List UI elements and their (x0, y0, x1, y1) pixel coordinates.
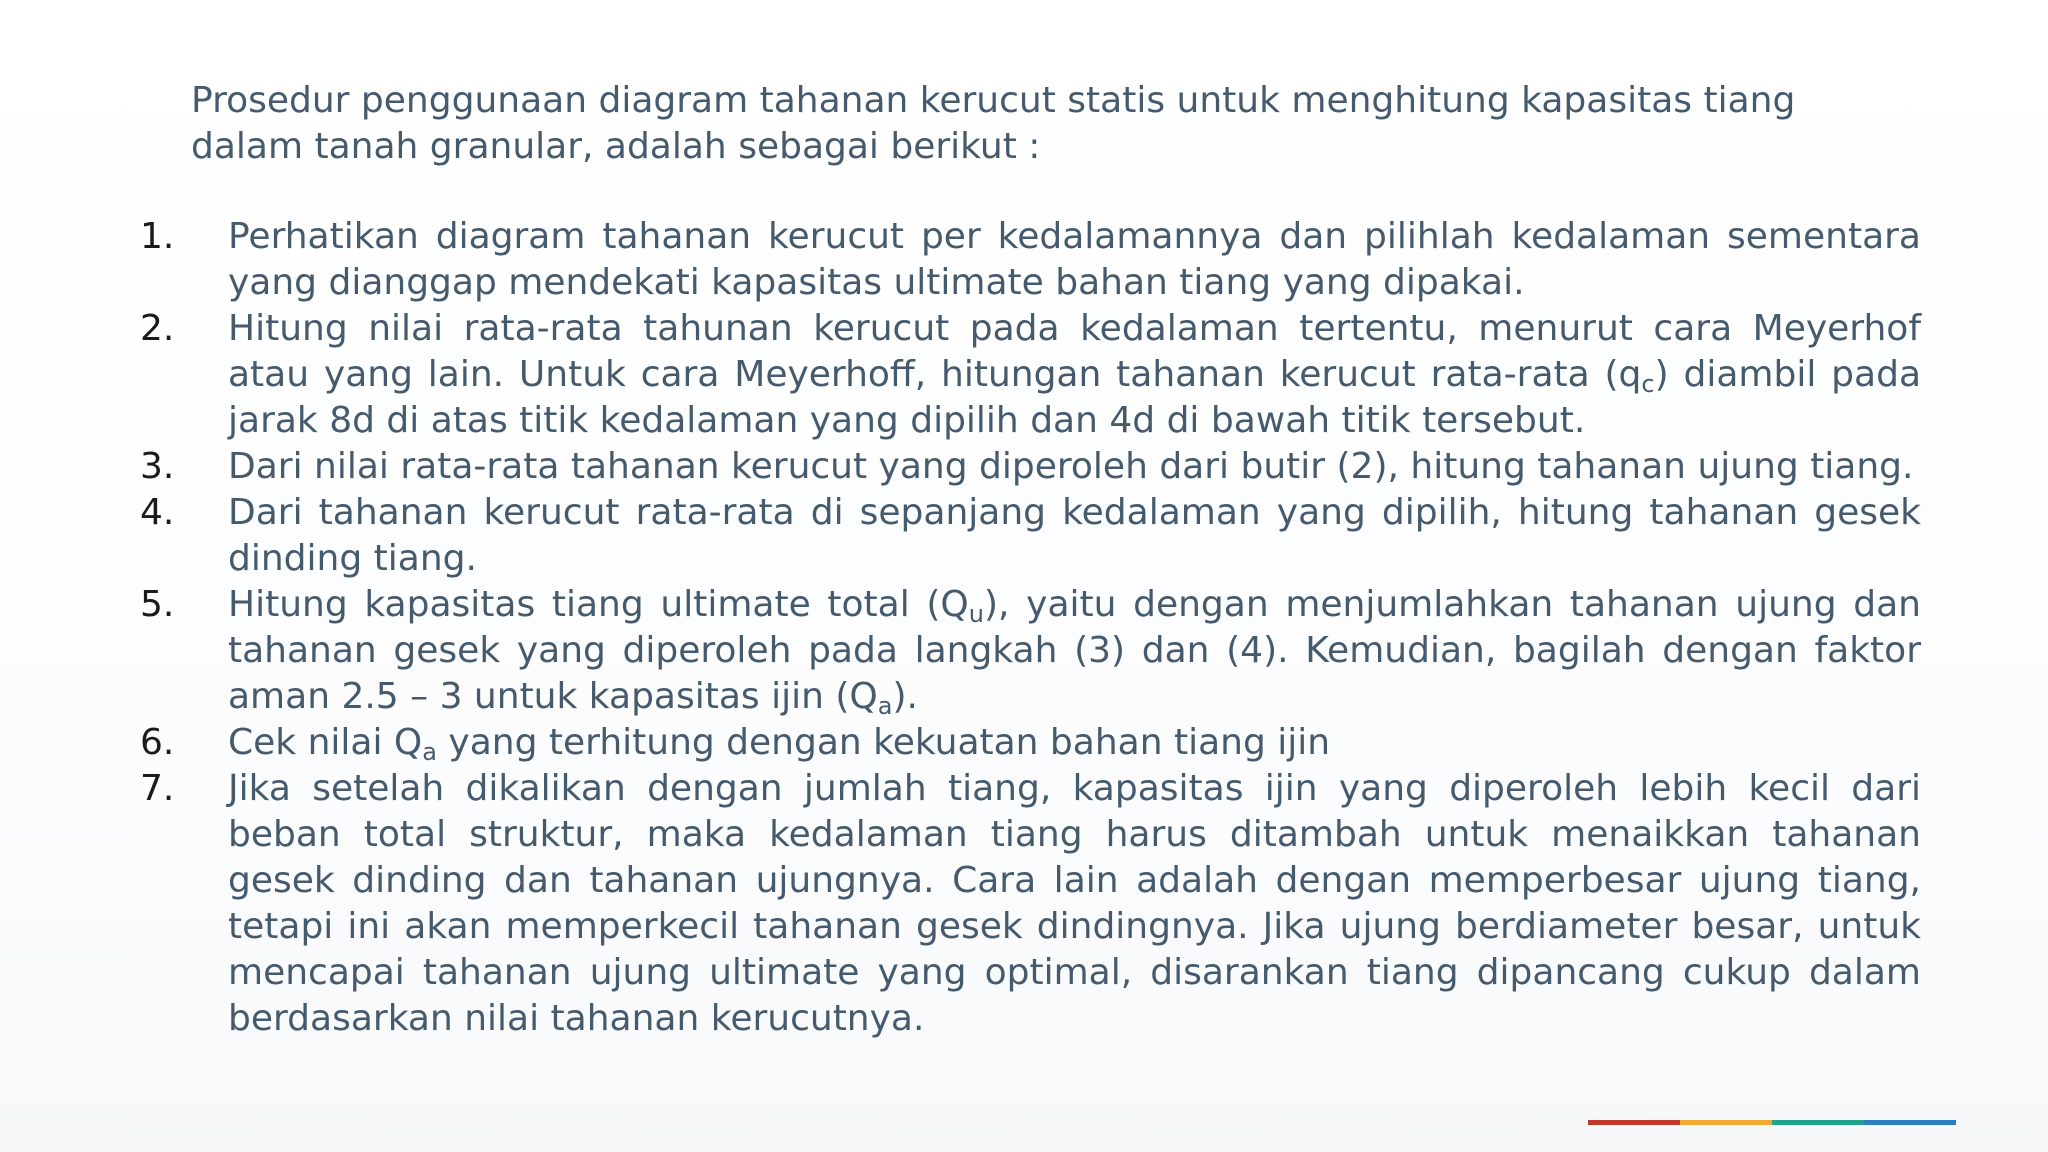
decorative-color-bar (1588, 1120, 1956, 1125)
step-number: 3. (140, 446, 175, 487)
step-text: Hitung kapasitas tiang ultimate total $(Q_u)$, yaitu dengan menjumlahkan tahanan ujung dan tahanan gesek yang diperoleh pada langkah (3) dan (4). Kemudian, bagilah dengan faktor aman 2.5 – 3 untuk kapasitas ijin $(Q_a)$. (228, 584, 1921, 720)
step-6 (140, 720, 1921, 766)
step-text: Cek nilai $Q_a$ yang terhitung dengan kekuatan bahan tiang ijin (228, 722, 1331, 766)
step-number: 4. (140, 492, 175, 533)
step-4 (140, 490, 1921, 582)
step-text: Dari nilai rata-rata tahanan kerucut yang diperoleh dari butir (2), hitung tahanan ujung tiang. (228, 446, 1914, 487)
step-number: 5. (140, 584, 175, 625)
step-1 (140, 214, 1921, 306)
subscript: c (1641, 370, 1655, 398)
step-text: Jika setelah dikalikan dengan jumlah tiang, kapasitas ijin yang diperoleh lebih kecil dari beban total struktur, maka kedalaman tiang harus ditambah untuk menaikkan tahanan gesek dinding dan tahanan ujungnya. Cara lain adalah dengan memperbesar ujung tiang, tetapi ini akan memperkecil tahanan gesek dindingnya. Jika ujung berdiameter besar, untuk mencapai tahanan ujung ultimate yang optimal, disarankan tiang dipancang cukup dalam berdasarkan nilai tahanan kerucutnya. (228, 768, 1921, 1039)
step-number: 1. (140, 216, 175, 257)
step-number: 2. (140, 308, 175, 349)
step-text: Hitung nilai rata-rata tahunan kerucut pada kedalaman tertentu, menurut cara Meyerhof atau yang lain. Untuk cara Meyerhoff, hitungan tahanan kerucut rata-rata $(q_c)$ diambil pada jarak 8d di atas titik kedalaman yang dipilih dan 4d di bawah titik tersebut. (228, 308, 1922, 441)
step-number: 7. (140, 768, 175, 809)
step-7 (140, 766, 1921, 1042)
step-text: Perhatikan diagram tahanan kerucut per kedalamannya dan pilihlah kedalaman sementara yang dianggap mendekati kapasitas ultimate bahan tiang yang dipakai. (228, 216, 1921, 303)
procedure-steps-list (140, 214, 1921, 1042)
intro-paragraph: Prosedur penggunaan diagram tahanan kerucut statis untuk menghitung kapasitas tiang dalam tanah granular, adalah sebagai berikut : (191, 80, 1796, 167)
accent-segment-green (1772, 1120, 1864, 1125)
accent-segment-red (1588, 1120, 1680, 1125)
step-3 (140, 444, 1921, 490)
step-5 (140, 582, 1921, 720)
subscript: a (422, 738, 437, 766)
accent-segment-blue (1864, 1120, 1956, 1125)
step-text: Dari tahanan kerucut rata-rata di sepanjang kedalaman yang dipilih, hitung tahanan gesek dinding tiang. (228, 492, 1921, 579)
accent-segment-orange (1680, 1120, 1772, 1125)
subscript: a (877, 692, 893, 720)
step-2 (140, 306, 1921, 444)
subscript: u (968, 600, 984, 628)
step-number: 6. (140, 722, 175, 763)
